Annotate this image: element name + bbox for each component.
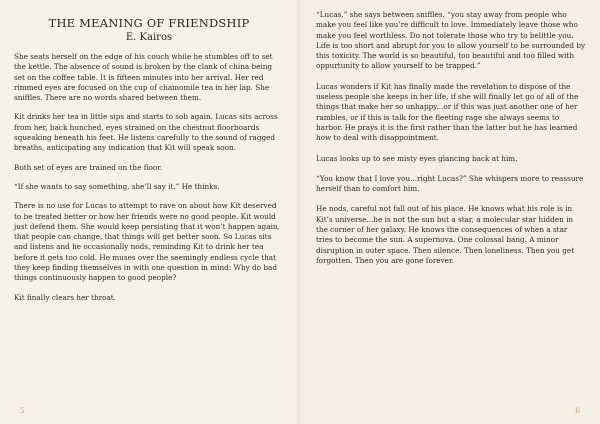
page-number-left: 5	[20, 406, 25, 415]
paragraph: There is no use for Lucas to attempt to rave on about how Kit deserved to be treated better or how her friends were no good people. Kit would just defend them. She would keep persisting that it won’t happen again, that people can change, that things will get better soon. So Lucas sits and listens and he occasionally nods, reminding Kit to drink her tea before it gets too cold. He muses over the seemingly endless cycle that they keep finding themselves in with one question in mind: Why do bad things continuously happen to good people?	[14, 201, 280, 283]
paragraph: Lucas wonders if Kit has finally made the revelation to dispose of the useless people she keeps in her life, if she will finally let go of all of the things that make her so unhappy...or if this was just another one of her rambles, or if this is talk for the fleeting rage she always seems to harbor. He prays it is the first rather than the latter but he has learned how to deal with disappointment.	[316, 81, 579, 143]
paragraph: “If she wants to say something, she’ll say it.” He thinks.	[14, 181, 220, 191]
paragraph: Kit drinks her tea in little sips and starts to sob again. Lucas sits across from her, back hunched, eyes strained on the chestnut floorboards squeaking beneath his feet. He listens carefully to the sound of ragged breaths, anticipating any indication that Kit will speak soon.	[14, 112, 278, 153]
paragraph: She seats herself on the edge of his couch while he stumbles off to set the kettle. The absence of sound is broken by the clank of china being set on the coffee table. It is fifteen minutes into her arrival. Her red rimmed eyes are focused on the cup of chamomile tea in her lap. She sniffles. There are no words shared between them.	[14, 52, 273, 103]
paragraph: Kit finally clears her throat.	[14, 292, 116, 302]
right-page	[300, 0, 600, 424]
author-name: E. Kairos	[125, 32, 173, 43]
paragraph: He nods, careful not fall out of his place. He knows what his role is in Kit’s universe...he is not the sun but a star, a molecular star hidden in the corner of her galaxy. He knows the consequences of when a star tries to become the sun. A supernova. One colossal bang. A minor disruption in outer space. Then silence. Then loneliness. Then you get forgotten. Then you are gone forever.	[316, 204, 575, 265]
paragraph: “Lucas,” she says between sniffles, “you stay away from people who make you feel like you’re difficult to love. Immediately leave those who make you feel worthless. Do not tolerate those who try to belittle you. Life is too short and abrupt for you to allow yourself to be surrounded by this toxicity. The world is so beautiful, too beautiful and too filled with oppurtunity to allow yourself to be trapped.”	[316, 10, 586, 71]
paragraph: Both set of eyes are trained on the floor.	[14, 162, 163, 172]
paragraph: Lucas looks up to see misty eyes glancing back at him.	[316, 153, 518, 163]
page-number-right: 6	[575, 406, 580, 415]
chapter-title: THE MEANING OF FRIENDSHIP	[48, 16, 250, 30]
paragraph: “You know that I love you...right Lucas?” She whispers more to reassure herself than to comfort him.	[316, 173, 584, 194]
